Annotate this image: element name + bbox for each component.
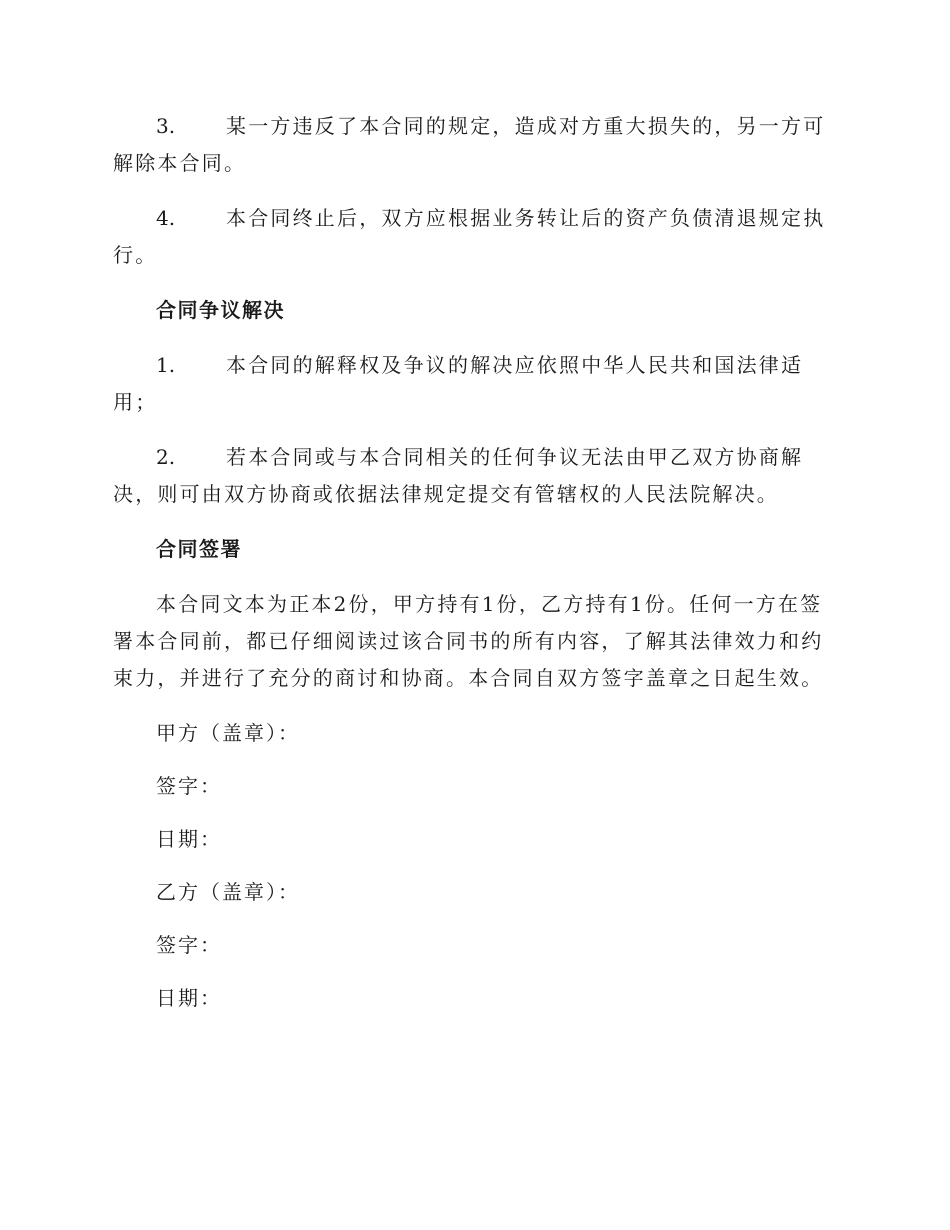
item-text: 本合同终止后，双方应根据业务转让后的资产负债清退规定执行。	[113, 206, 826, 267]
item-number: 3.	[156, 114, 176, 138]
document-body	[113, 108, 833, 1033]
item-text: 若本合同或与本合同相关的任何争议无法由甲乙双方协商解决，则可由双方协商或依据法律规定提交有管辖权的人民法院解决。	[113, 445, 804, 506]
party-b-signature-label: 签字：	[156, 933, 222, 957]
item-number: 2.	[156, 445, 176, 469]
dispute-heading: 合同争议解决	[156, 298, 285, 322]
signing-heading: 合同签署	[156, 537, 242, 561]
party-a-seal-label: 甲方（盖章）：	[156, 721, 300, 745]
termination-item-3	[113, 108, 833, 182]
party-b-seal-label: 乙方（盖章）：	[156, 880, 300, 904]
item-number: 1.	[156, 353, 176, 377]
item-text: 本合同的解释权及争议的解决应依照中华人民共和国法律适用；	[113, 353, 804, 414]
termination-item-4	[113, 200, 833, 274]
party-a-date-label: 日期：	[156, 827, 222, 851]
dispute-item-1	[113, 347, 833, 421]
dispute-item-2	[113, 439, 833, 513]
party-a-signature-label: 签字：	[156, 774, 222, 798]
party-b-date-label: 日期：	[156, 986, 222, 1010]
item-text: 某一方违反了本合同的规定，造成对方重大损失的，另一方可解除本合同。	[113, 114, 826, 175]
item-number: 4.	[156, 206, 176, 230]
signing-paragraph: 本合同文本为正本2份，甲方持有1份，乙方持有1份。任何一方在签署本合同前，都已仔细阅读过该合同书的所有内容，了解其法律效力和约束力，并进行了充分的商讨和协商。本合同自双方签字盖章之日起生效。	[113, 592, 824, 690]
